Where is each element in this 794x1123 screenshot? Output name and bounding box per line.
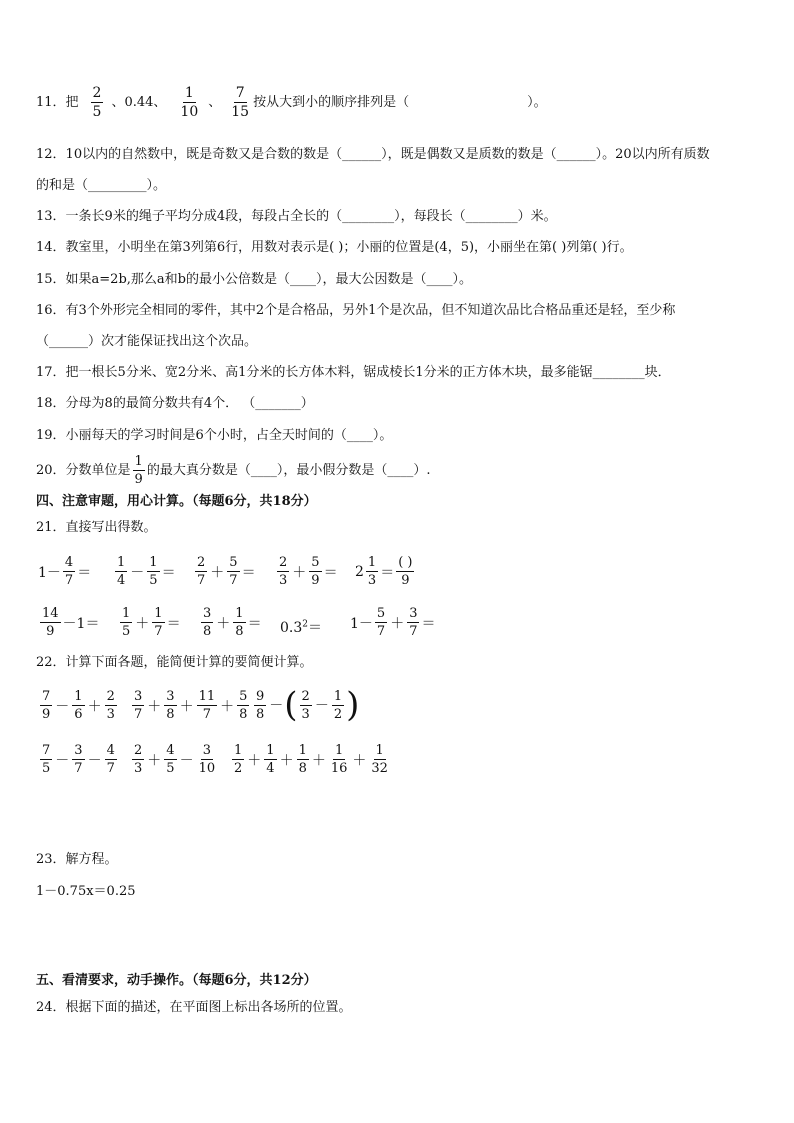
expr-21-4: $\frac{2}{3}$ ＋ $\frac{5}{9}$ ＝	[279, 555, 338, 588]
equation-23: 1－0.75x＝0.25	[36, 884, 136, 899]
expr-22-4: $\frac{7}{5}$ － $\frac{3}{7}$ － $\frac{4}{7}$	[42, 743, 115, 776]
question-23: 23．解方程。	[36, 852, 118, 867]
expr-22-6: $\frac{1}{2}$ ＋ $\frac{1}{4}$ ＋ $\frac{1}{8}$ ＋ $\frac{1}{16}$ ＋ $\frac{1}{32}$	[234, 743, 388, 776]
question-12-line-1: 12．10以内的自然数中，既是奇数又是合数的数是（______），既是偶数又是质数的数是（______）。20以内所有质数	[36, 147, 710, 162]
question-16-line-2: （______）次才能保证找出这个次品。	[36, 334, 258, 349]
question-11: 11．把 $\frac{2}{5}$ 、0.44、 $\frac{1}{10}$ 、 $\frac{7}{15}$ 按从大到小的顺序排列是（ ）。	[36, 85, 547, 120]
expr-21-1: 1－ $\frac{4}{7}$ ＝	[38, 555, 92, 588]
fraction: $\frac{7}{15}$	[231, 85, 250, 120]
fraction: $\frac{1}{10}$	[180, 85, 199, 120]
question-17: 17．把一根长5分米、宽2分米、高1分米的长方体木料，锯成棱长1分米的正方体木块，最多能锯________块．	[36, 365, 671, 380]
expr-21-3: $\frac{2}{7}$ ＋ $\frac{5}{7}$ ＝	[197, 555, 256, 588]
expr-22-1: $\frac{7}{9}$ － $\frac{1}{6}$ ＋ $\frac{2}{3}$	[42, 689, 115, 722]
expr-22-2: $\frac{3}{7}$ ＋ $\frac{3}{8}$ ＋ $\frac{11}{7}$ ＋ $\frac{5}{8}$	[134, 689, 248, 722]
expr-22-5: $\frac{2}{3}$ ＋ $\frac{4}{5}$ － $\frac{3}{10}$	[134, 743, 216, 776]
expr-21-5: 2 $\frac{1}{3}$ ＝ $\frac{( )}{9}$	[355, 555, 413, 588]
section-5-title: 五、看清要求，动手操作。（每题6分，共12分）	[36, 973, 317, 988]
question-14: 14．教室里，小明坐在第3列第6行，用数对表示是( )；小丽的位置是(4，5)，小丽坐在第( )列第( )行。	[36, 240, 633, 255]
fraction: $\frac{1}{9}$	[134, 454, 143, 487]
question-16-line-1: 16．有3个外形完全相同的零件，其中2个是合格品，另外1个是次品，但不知道次品比合格品重还是轻，至少称	[36, 303, 676, 318]
expr-21-7: $\frac{1}{5}$ ＋ $\frac{1}{7}$ ＝	[122, 606, 181, 639]
question-22: 22．计算下面各题，能简便计算的要简便计算。	[36, 655, 313, 670]
question-15: 15．如果a=2b,那么a和b的最小公倍数是（____），最大公因数是（____）。	[36, 272, 472, 287]
question-18: 18．分母为8的最简分数共有4个． （_______）	[36, 396, 314, 411]
question-19: 19．小丽每天的学习时间是6个小时，占全天时间的（____）。	[36, 428, 393, 443]
question-13: 13．一条长9米的绳子平均分成4段，每段占全长的（________），每段长（________）米。	[36, 209, 557, 224]
expr-21-2: $\frac{1}{4}$ － $\frac{1}{5}$ ＝	[117, 555, 176, 588]
question-21: 21．直接写出得数。	[36, 520, 157, 535]
section-4-title: 四、注意审题，用心计算。（每题6分，共18分）	[36, 494, 317, 509]
question-20: 20．分数单位是 $\frac{1}{9}$ 的最大真分数是（____），最小假分数是（____）.	[36, 454, 431, 487]
fraction: $\frac{2}{5}$	[92, 85, 102, 120]
expr-21-9: $0.3^2=$	[280, 619, 322, 636]
expr-22-3: $\frac{9}{8}$ － ( $\frac{2}{3}$ － $\frac{1}{2}$ )	[256, 685, 360, 725]
expr-21-6: $\frac{14}{9}$ －1＝	[42, 606, 100, 639]
question-12-line-2: 的和是（_________）。	[36, 178, 167, 193]
question-24: 24．根据下面的描述，在平面图上标出各场所的位置。	[36, 1000, 352, 1015]
expr-21-10: 1－ $\frac{5}{7}$ ＋ $\frac{3}{7}$ ＝	[350, 606, 436, 639]
expr-21-8: $\frac{3}{8}$ ＋ $\frac{1}{8}$ ＝	[203, 606, 262, 639]
